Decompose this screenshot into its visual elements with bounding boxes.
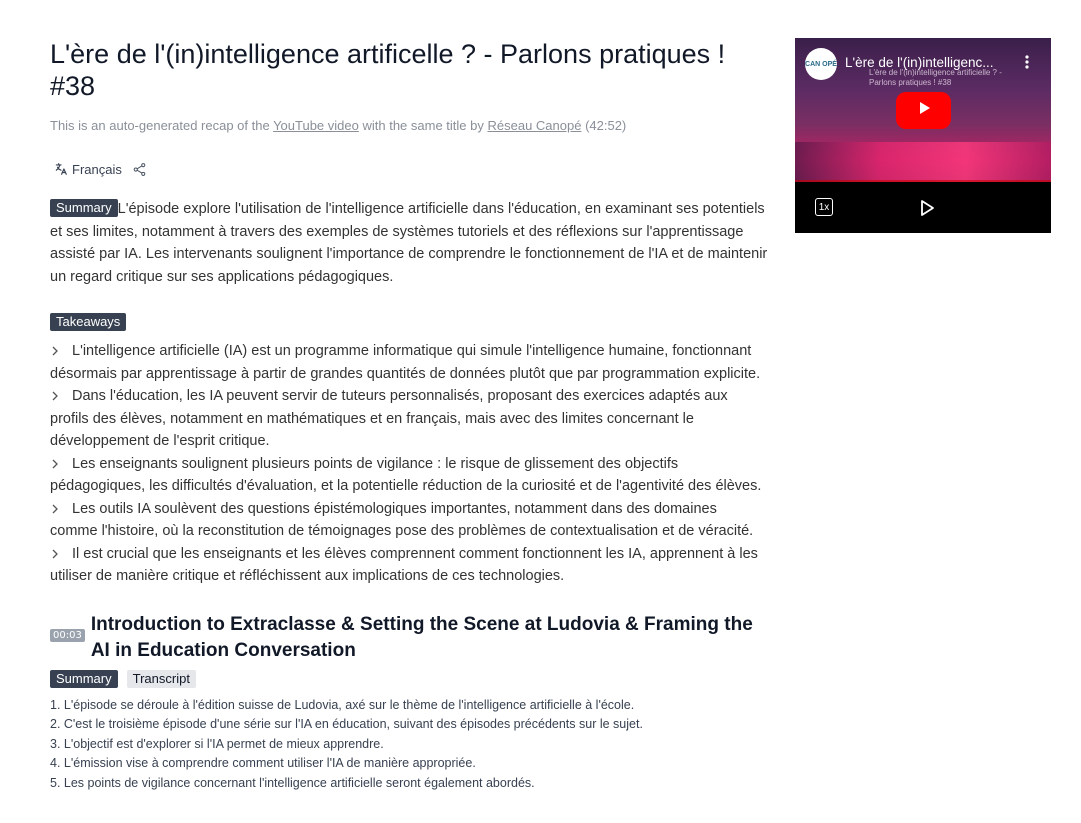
list-item: 5. Les points de vigilance concernant l'intelligence artificielle seront également abordés.: [50, 775, 535, 790]
takeaway-item: [50, 385, 768, 453]
takeaway-item: [50, 543, 768, 588]
takeaway-text: Dans l'éducation, les IA peuvent servir de tuteurs personnalisés, proposant des exercices adaptés aux profils des élèves, notamment en mathématiques et en français, mais avec des limites concernant le développement de l'esprit critique.: [50, 388, 728, 449]
player-controls: [795, 182, 1051, 233]
takeaways-list: [50, 340, 768, 588]
tab-transcript[interactable]: Transcript: [127, 670, 196, 688]
kebab-menu-icon[interactable]: [1025, 55, 1029, 74]
takeaway-text: Il est crucial que les enseignants et les élèves comprennent comment fonctionnent les IA, apprennent à les utiliser de manière critique et réfléchissent aux implications de ces technologies.: [50, 545, 758, 584]
chapter-title: Introduction to Extraclasse & Setting the Scene at Ludovia & Framing the AI in Education Conversation: [90, 613, 753, 661]
summary-badge: Summary: [50, 199, 118, 217]
youtube-play-icon: [915, 99, 933, 122]
takeaway-text: L'intelligence artificielle (IA) est un programme informatique qui simule l'intelligence humaine, fonctionnant désormais par apprentissage à partir de grandes quantités de données plutôt que par programmation explicite.: [50, 343, 761, 382]
playback-speed-button[interactable]: 1x: [815, 198, 833, 216]
language-label: Français: [72, 161, 122, 177]
chevron-right-icon: [50, 340, 72, 363]
takeaway-text: Les outils IA soulèvent des questions épistémologiques importantes, notamment dans des domaines comme l'histoire, où la reconstitution de témoignages pose des problèmes de contextualisation et de véracité.: [50, 500, 754, 539]
tab-summary[interactable]: Summary: [50, 670, 118, 688]
takeaway-item: [50, 453, 768, 498]
takeaway-item: [50, 340, 768, 385]
youtube-embed[interactable]: [795, 38, 1051, 233]
thumbnail-glow: [795, 142, 1051, 182]
takeaway-text: Les enseignants soulignent plusieurs points de vigilance : le risque de glissement des objectifs pédagogiques, les difficultés d'évaluation, et la potentielle réduction de la curiosité et de l'agentivité des élèves.: [50, 455, 762, 494]
chapter-header: [50, 612, 768, 664]
list-item: 3. L'objectif est d'explorer si l'IA permet de mieux apprendre.: [50, 736, 384, 751]
list-item: 2. C'est le troisième épisode d'une série sur l'IA en éducation, suivant des épisodes précédents sur le sujet.: [50, 717, 643, 731]
chevron-right-icon: [50, 453, 72, 476]
channel-logo[interactable]: CAN OPÉ: [805, 48, 837, 80]
language-selector[interactable]: [54, 162, 122, 177]
chevron-right-icon: [50, 543, 72, 566]
recap-prefix: This is an auto-generated recap of the: [50, 118, 274, 133]
summary-block: [50, 198, 768, 288]
youtube-video-link[interactable]: YouTube video: [273, 118, 359, 133]
page-title: L'ère de l'(in)intelligence artificelle ? - Parlons pratiques ! #38: [50, 39, 726, 101]
takeaway-item: [50, 498, 768, 543]
takeaways-badge: Takeaways: [50, 313, 126, 331]
translate-icon: [54, 162, 68, 176]
list-item: 4. L'émission vise à comprendre comment utiliser l'IA de manière appropriée.: [50, 756, 476, 770]
summary-text: L'épisode explore l'utilisation de l'intelligence artificielle dans l'éducation, en examinant ses potentiels et ses limites, notamment à travers des exemples de systèmes tutoriels et des réflexions sur l'apprentissage assisté par IA. Les intervenants soulignent l'importance de comprendre le fonctionnement de l'IA et de maintenir un regard critique sur ses applications pédagogiques.: [50, 201, 768, 285]
recap-middle: with the same title by: [358, 118, 488, 133]
takeaways-header: [50, 313, 768, 332]
play-icon[interactable]: [919, 199, 935, 222]
list-item: 1. L'épisode se déroule à l'édition suisse de Ludovia, axé sur le thème de l'intelligence artificielle à l'école.: [50, 697, 635, 712]
recap-duration: (42:52): [581, 118, 627, 133]
chevron-right-icon: [50, 498, 72, 521]
chapter-tabs: [50, 670, 768, 688]
chapter-points: [50, 696, 768, 794]
thumbnail-text: L'ère de l'(in)intelligence artificielle ? - Parlons pratiques ! #38: [869, 68, 1002, 87]
author-link[interactable]: Réseau Canopé: [487, 118, 582, 133]
recap-main: [50, 38, 768, 793]
video-title[interactable]: L'ère de l'(in)intelligenc...: [845, 55, 994, 70]
recap-line: [50, 118, 768, 133]
youtube-play-button[interactable]: [896, 92, 951, 129]
chapter-timestamp[interactable]: 00:03: [50, 629, 85, 642]
share-icon[interactable]: [132, 162, 147, 177]
chevron-right-icon: [50, 385, 72, 408]
toolbar: [50, 159, 768, 179]
